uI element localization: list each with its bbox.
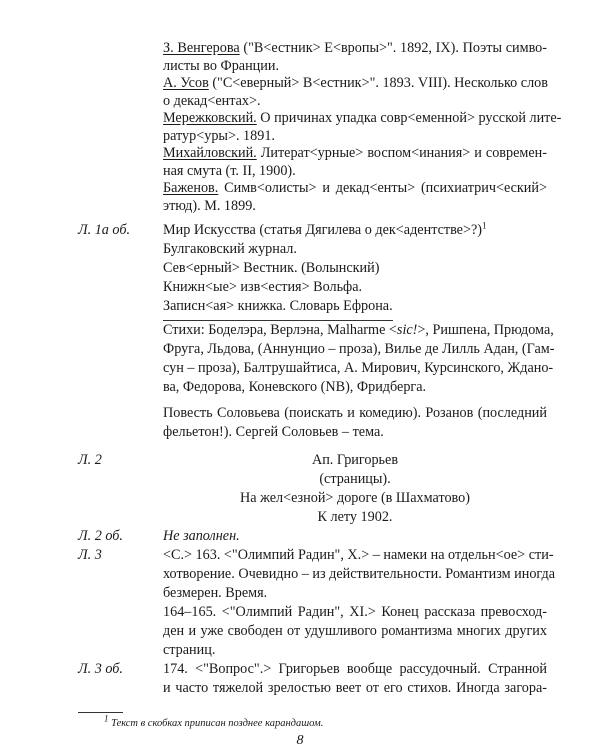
- text-line: страниц.: [163, 642, 216, 658]
- footnote: [104, 713, 324, 730]
- section-divider: [163, 320, 393, 321]
- author-name: Баженов.: [163, 180, 219, 196]
- sheet-label: Л. 2: [78, 452, 102, 468]
- text-line: ратур<уры>. 1891.: [163, 127, 275, 144]
- text-line: 174. <"Вопрос".> Григорьев вообще рассудочный. Странной: [163, 661, 547, 677]
- text-line: [163, 180, 547, 197]
- sheet-label: Л. 1а об.: [78, 222, 131, 238]
- line-text: Мир Искусства (статья Дягилева о дек<адентстве>?): [163, 222, 483, 238]
- line-text: ("В<естник> Е<вропы>". 1892, IX). Поэты симво-: [239, 40, 547, 56]
- centered-line: К лету 1902.: [317, 509, 393, 525]
- centered-line: На жел<езной> дороге (в Шахматово): [240, 490, 470, 506]
- text-line: [163, 222, 547, 239]
- text-line: [163, 110, 562, 127]
- sheet-label: Л. 3 об.: [78, 661, 123, 677]
- text-line: безмерен. Время.: [163, 585, 268, 601]
- text-line: Книжн<ые> изв<естия> Вольфа.: [163, 279, 363, 295]
- page-number: 8: [296, 733, 304, 748]
- line-text: >, Ришпена, Прюдома,: [417, 322, 554, 338]
- text-line: сун – проза), Балтрушайтиса, А. Мирович, Курсинского, Ждано-: [163, 360, 554, 376]
- text-line: <С.> 163. <"Олимпий Радин", Х.> – намеки на отдельн<ое> сти-: [163, 547, 554, 563]
- text-line: Сев<ерный> Вестник. (Волынский): [163, 260, 380, 276]
- text-line: листы во Франции.: [163, 57, 280, 74]
- text-line: [163, 145, 547, 162]
- footnote-text: Текст в скобках приписан позднее карандашом.: [111, 718, 324, 729]
- text-line: Не заполнен.: [163, 528, 240, 544]
- text-line: и часто тяжелой зрелостью веет от его стихов. Иногда загора-: [163, 680, 547, 696]
- sheet-label: Л. 3: [78, 547, 102, 563]
- line-text: Симв<олисты> и декад<енты> (психиатрич<еский>: [218, 180, 547, 196]
- text-line: о декад<ентах>.: [163, 92, 261, 109]
- text-line: фельетон!). Сергей Соловьев – тема.: [163, 424, 384, 440]
- centered-line: Ап. Григорьев: [311, 452, 399, 468]
- author-name: Мережковский.: [163, 110, 257, 126]
- line-text: Литерат<урные> воспом<инания> и современ-: [256, 145, 547, 161]
- text-line: 164–165. <"Олимпий Радин", ХI.> Конец рассказа превосход-: [163, 604, 547, 620]
- centered-line: (страницы).: [319, 471, 391, 487]
- text-line: [163, 40, 547, 57]
- sheet-label: Л. 2 об.: [78, 528, 123, 544]
- text-line: ная смута (т. II, 1900).: [163, 162, 296, 179]
- footnote-number: 1: [104, 713, 109, 724]
- text-line: [163, 75, 547, 92]
- sic-note: sic!: [396, 322, 418, 338]
- text-line: ден и уже свободен от удушливого романтизма многих других: [163, 623, 547, 639]
- text-line: этюд). М. 1899.: [163, 197, 256, 214]
- footnote-divider: [78, 712, 123, 713]
- author-name: З. Венгерова: [163, 40, 240, 56]
- footnote-ref: 1: [482, 220, 487, 231]
- line-text: ("С<еверный> В<естник>". 1893. VIII). Несколько слов: [208, 75, 548, 91]
- author-name: Михайловский.: [163, 145, 257, 161]
- text-line: ва, Федорова, Коневского (NB), Фридберга.: [163, 379, 427, 395]
- line-text: О причинах упадка совр<еменной> русской лите-: [256, 110, 562, 126]
- author-name: А. Усов: [163, 75, 209, 91]
- text-line: Записн<ая> книжка. Словарь Ефрона.: [163, 298, 393, 314]
- text-line: хотворение. Очевидно – из действительности. Романтизм иногда: [163, 566, 556, 582]
- text-line: [163, 322, 554, 339]
- text-line: Повесть Соловьева (поискать и комедию). Розанов (последний: [163, 405, 547, 421]
- text-line: Фруга, Льдова, (Аннунцио – проза), Вилье де Лилль Адан, (Гам-: [163, 341, 555, 357]
- line-text: Стихи: Боделэра, Верлэна, Malharme <: [163, 322, 397, 338]
- text-line: Булгаковский журнал.: [163, 241, 297, 257]
